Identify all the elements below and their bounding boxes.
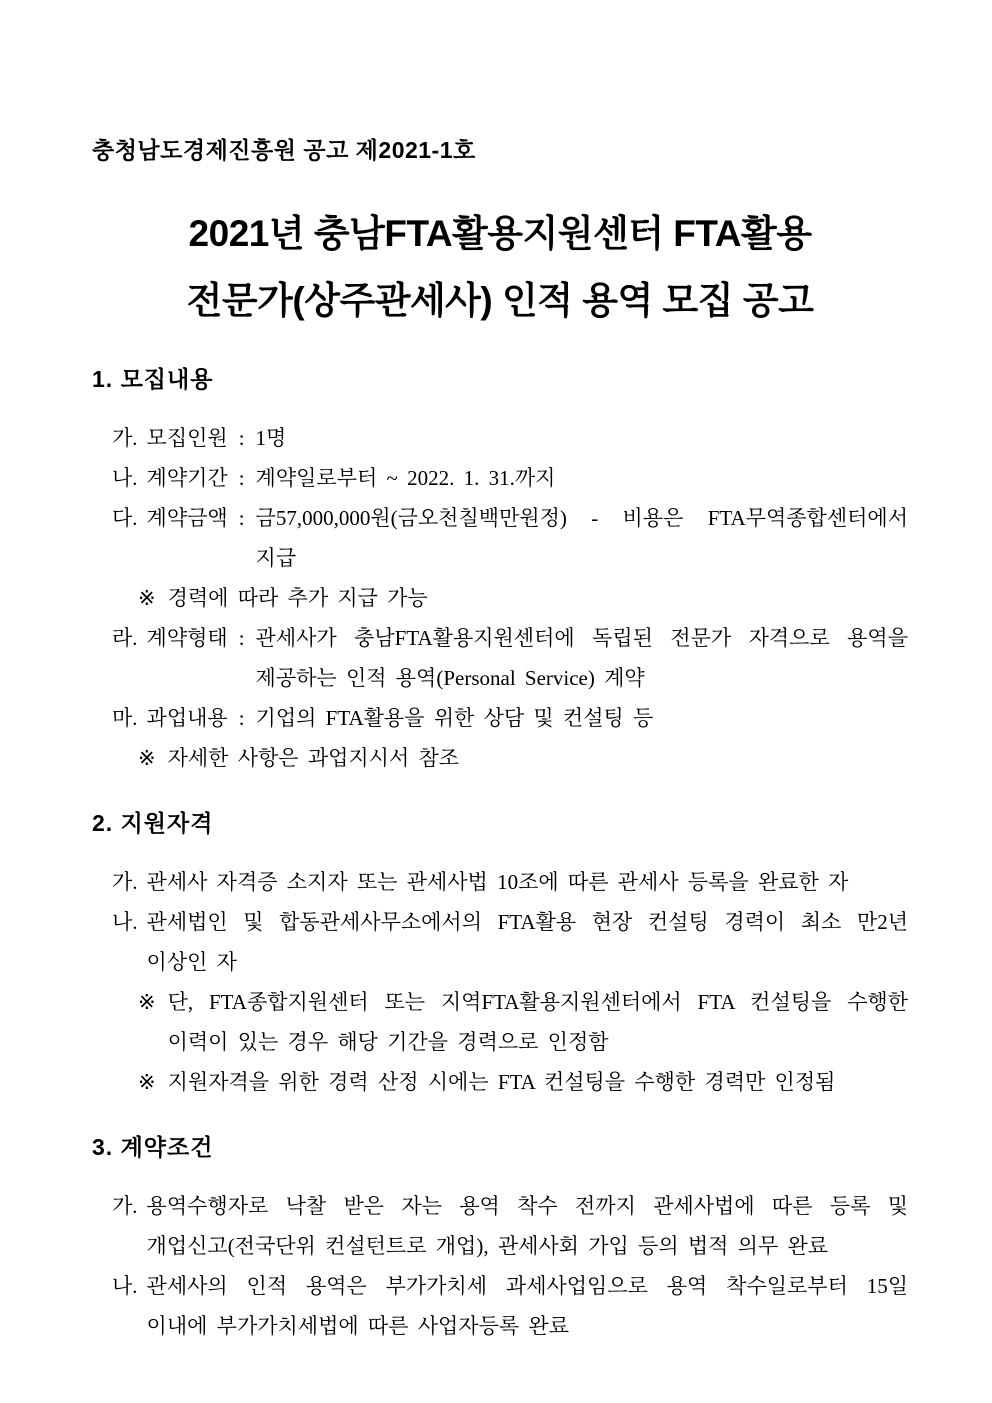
section-recruitment-details bbox=[92, 364, 908, 778]
note-row bbox=[92, 738, 908, 778]
item-label: 계약형태 bbox=[146, 626, 228, 650]
note-row bbox=[92, 982, 908, 1062]
note-marker: ※ bbox=[138, 1070, 156, 1094]
colon-separator: : bbox=[238, 706, 245, 730]
item-text: 금57,000,000원(금오천칠백만원정) - 비용은 FTA무역종합센터에서 지급 bbox=[255, 506, 908, 570]
item-label: 과업내용 bbox=[146, 706, 228, 730]
note-row bbox=[92, 1062, 908, 1102]
item-marker: 나. bbox=[112, 1274, 138, 1298]
item-label: 계약기간 bbox=[146, 466, 228, 490]
section-heading: 2. 지원자격 bbox=[92, 810, 214, 836]
item-text: 관세사의 인적 용역은 부가가치세 과세사업임으로 용역 착수일로부터 15일 이내에 부가가치세법에 따른 사업자등록 완료 bbox=[146, 1274, 908, 1338]
item-row bbox=[92, 1186, 908, 1266]
doc-number: 충청남도경제진흥원 공고 제2021-1호 bbox=[92, 137, 476, 163]
item-marker: 가. bbox=[112, 870, 138, 894]
item-row bbox=[92, 862, 908, 902]
item-text: 관세법인 및 합동관세사무소에서의 FTA활용 현장 컨설팅 경력이 최소 만2년 이상인 자 bbox=[146, 910, 908, 974]
note-text: 단, FTA종합지원센터 또는 지역FTA활용지원센터에서 FTA 컨설팅을 수행한 이력이 있는 경우 해당 기간을 경력으로 인정함 bbox=[167, 990, 908, 1054]
colon-separator: : bbox=[238, 466, 245, 490]
item-row bbox=[92, 698, 908, 738]
colon-separator: : bbox=[238, 626, 245, 650]
item-marker: 나. bbox=[112, 466, 138, 490]
note-marker: ※ bbox=[138, 586, 156, 610]
item-text: 관세사가 충남FTA활용지원센터에 독립된 전문가 자격으로 용역을 제공하는 인적 용역(Personal Service) 계약 bbox=[255, 626, 908, 690]
item-label: 계약금액 bbox=[146, 506, 228, 530]
item-marker: 가. bbox=[112, 426, 138, 450]
section-heading: 1. 모집내용 bbox=[92, 366, 214, 392]
section-qualifications bbox=[92, 808, 908, 1102]
item-marker: 나. bbox=[112, 910, 138, 934]
section-heading: 3. 계약조건 bbox=[92, 1134, 214, 1160]
item-text: 계약일로부터 ~ 2022. 1. 31.까지 bbox=[255, 466, 556, 490]
item-row bbox=[92, 458, 908, 498]
item-text: 기업의 FTA활용을 위한 상담 및 컨설팅 등 bbox=[255, 706, 654, 730]
item-text: 용역수행자로 낙찰 받은 자는 용역 착수 전까지 관세사법에 따른 등록 및 개업신고(전국단위 컨설턴트로 개업), 관세사회 가입 등의 법적 의무 완료 bbox=[146, 1194, 908, 1258]
item-row bbox=[92, 498, 908, 578]
title-line-1: 2021년 충남FTA활용지원센터 FTA활용 bbox=[188, 213, 812, 254]
colon-separator: : bbox=[238, 426, 245, 450]
document-title bbox=[92, 200, 908, 334]
note-marker: ※ bbox=[138, 990, 156, 1014]
item-row bbox=[92, 902, 908, 982]
section-contract-conditions bbox=[92, 1132, 908, 1346]
item-row bbox=[92, 1266, 908, 1346]
note-text: 경력에 따라 추가 지급 가능 bbox=[167, 586, 428, 610]
title-line-2: 전문가(상주관세사) 인적 용역 모집 공고 bbox=[186, 280, 814, 321]
item-text: 관세사 자격증 소지자 또는 관세사법 10조에 따른 관세사 등록을 완료한 자 bbox=[146, 870, 849, 894]
item-text: 1명 bbox=[255, 426, 287, 450]
item-marker: 가. bbox=[112, 1194, 138, 1218]
note-text: 지원자격을 위한 경력 산정 시에는 FTA 컨설팅을 수행한 경력만 인정됨 bbox=[167, 1070, 836, 1094]
note-row bbox=[92, 578, 908, 618]
item-row bbox=[92, 618, 908, 698]
note-marker: ※ bbox=[138, 746, 156, 770]
item-row bbox=[92, 418, 908, 458]
item-marker: 라. bbox=[112, 626, 138, 650]
colon-separator: : bbox=[238, 506, 245, 530]
item-marker: 다. bbox=[112, 506, 138, 530]
note-text: 자세한 사항은 과업지시서 참조 bbox=[167, 746, 460, 770]
item-marker: 마. bbox=[112, 706, 138, 730]
item-label: 모집인원 bbox=[146, 426, 228, 450]
